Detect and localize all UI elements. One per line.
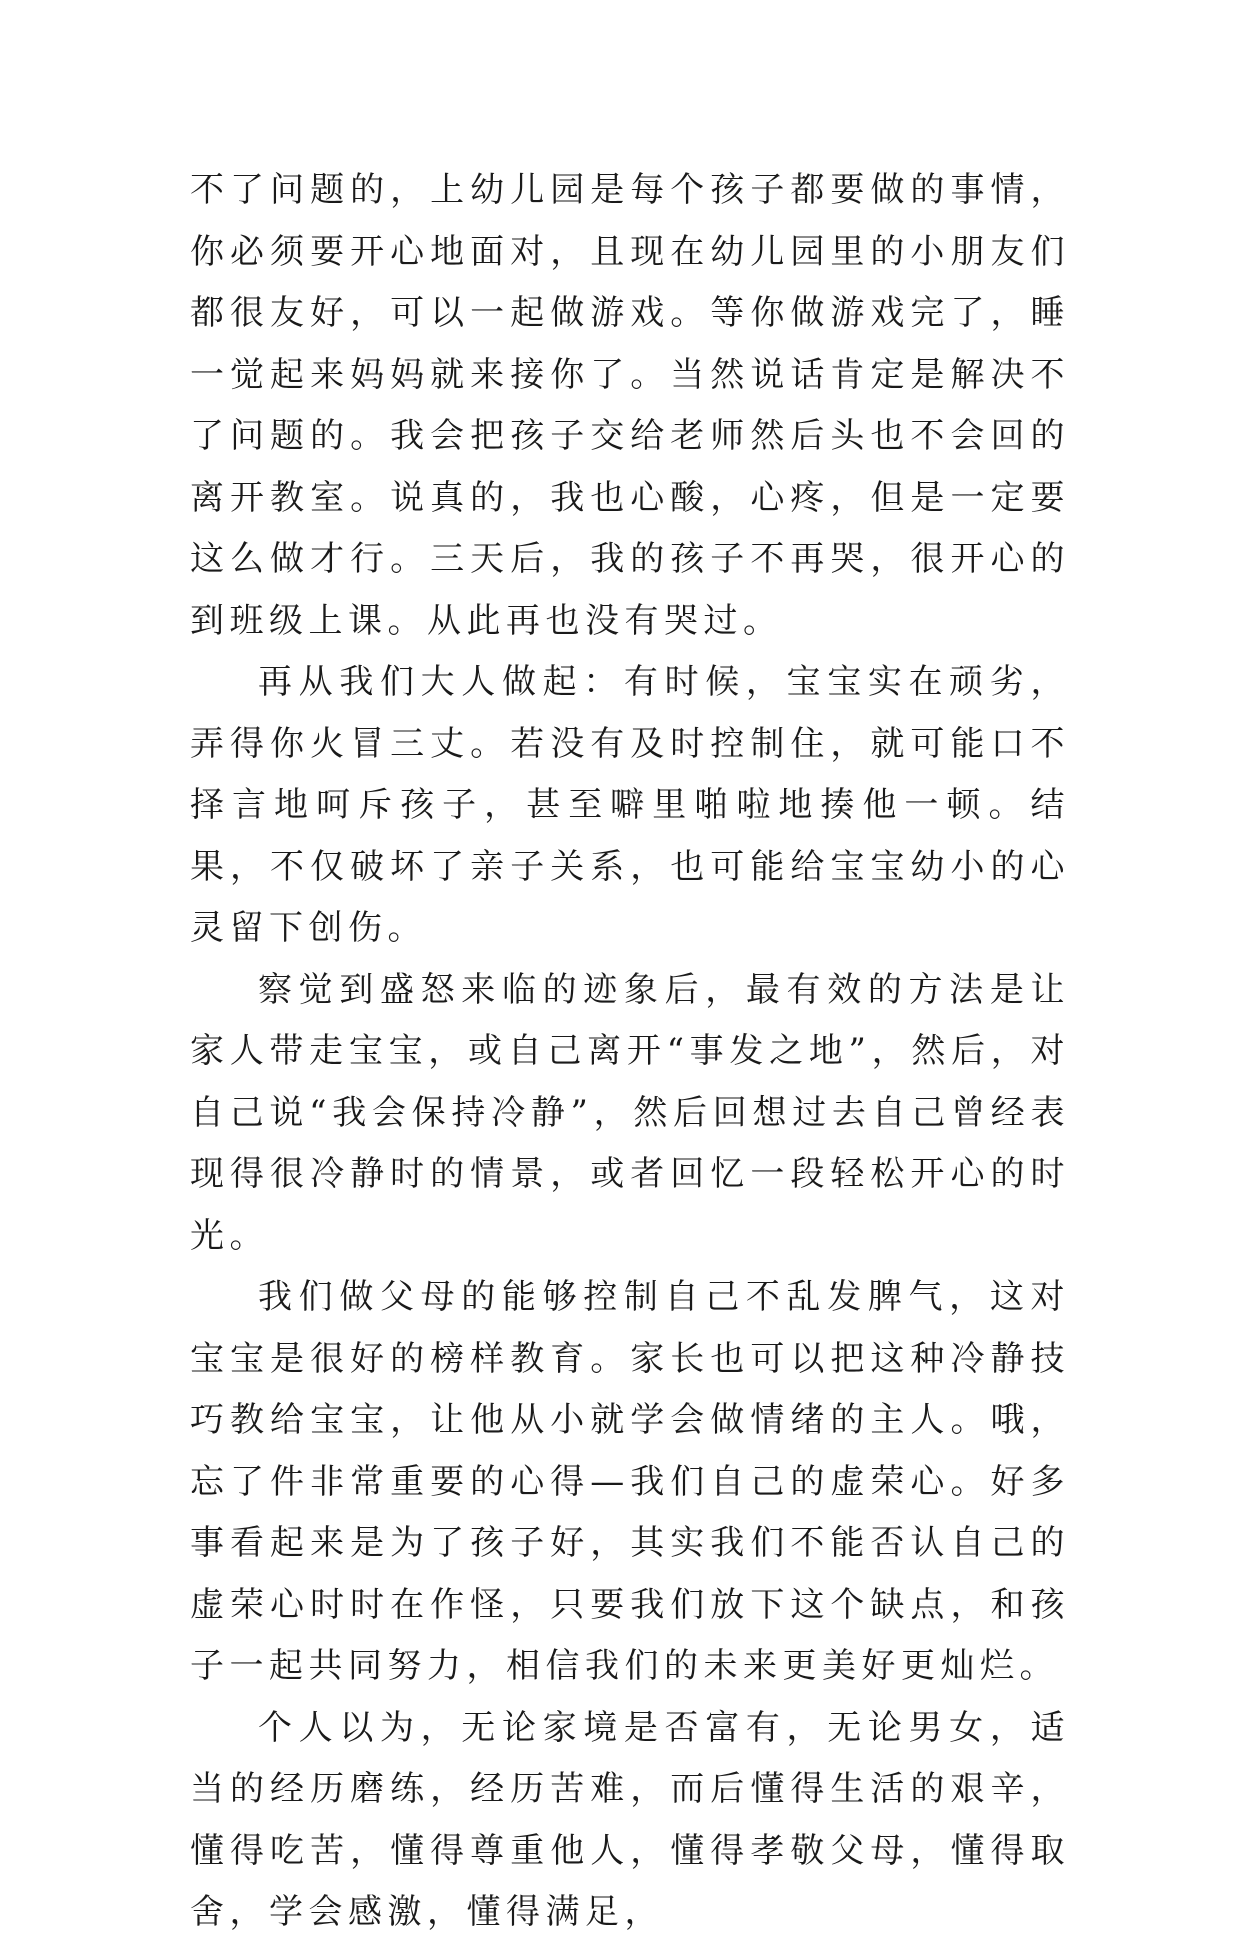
paragraph-4: 我们做父母的能够控制自己不乱发脾气，这对宝宝是很好的榜样教育。家长也可以把这种冷静技巧教给宝宝，让他从小就学会做情绪的主人。哦，忘了件非常重要的心得—我们自己的虚荣心。好多事看起来是为了孩子好，其实我们不能否认自己的虚荣心时时在作怪，只要我们放下这个缺点，和孩子一起共同努力，相信我们的未来更美好更灿烂。 (190, 1277, 1070, 1686)
paragraph-2: 再从我们大人做起：有时候，宝宝实在顽劣，弄得你火冒三丈。若没有及时控制住，就可能口不择言地呵斥孩子，甚至噼里啪啦地揍他一顿。结果，不仅破坏了亲子关系，也可能给宝宝幼小的心灵留下创伤。 (190, 662, 1070, 948)
paragraph-1: 不了问题的，上幼儿园是每个孩子都要做的事情，你必须要开心地面对，且现在幼儿园里的小朋友们都很友好，可以一起做游戏。等你做游戏完了，睡一觉起来妈妈就来接你了。当然说话肯定是解决不了问题的。我会把孩子交给老师然后头也不会回的离开教室。说真的，我也心酸，心疼，但是一定要这么做才行。三天后，我的孩子不再哭，很开心的到班级上课。从此再也没有哭过。 (190, 170, 1070, 641)
paragraph-3: 察觉到盛怒来临的迹象后，最有效的方法是让家人带走宝宝，或自己离开“事发之地”，然后，对自己说“我会保持冷静”，然后回想过去自己曾经表现得很冷静时的情景，或者回忆一段轻松开心的时光。 (190, 969, 1070, 1256)
paragraph-5: 个人以为，无论家境是否富有，无论男女，适当的经历磨练，经历苦难，而后懂得生活的艰辛，懂得吃苦，懂得尊重他人，懂得孝敬父母，懂得取舍，学会感激，懂得满足， (190, 1707, 1070, 1932)
document-body (190, 160, 1070, 1944)
